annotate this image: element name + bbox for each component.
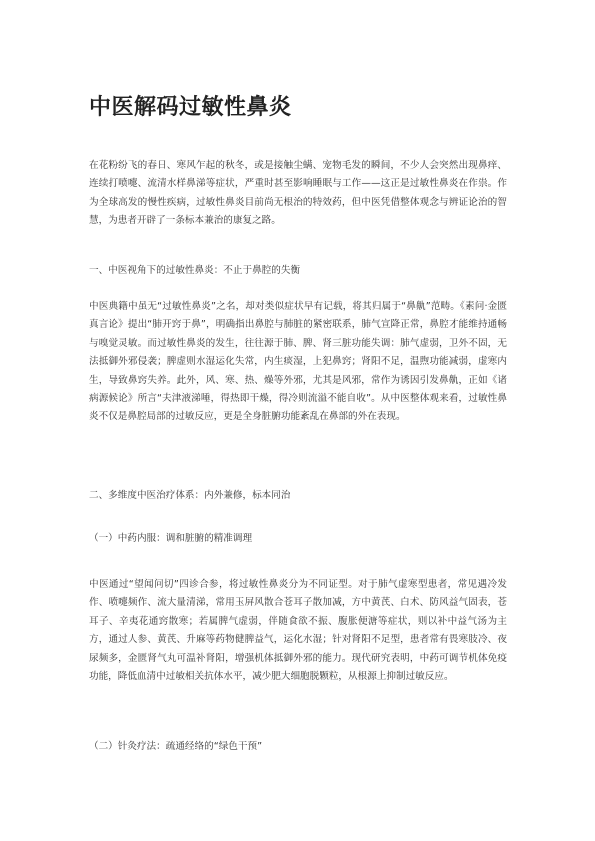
section-heading-2: 二、多维度中医治疗体系：内外兼修，标本同治 xyxy=(89,490,291,501)
intro-paragraph: 在花粉纷飞的春日、寒风乍起的秋冬，或是接触尘螨、宠物毛发的瞬间，不少人会突然出现鼻痒、连续打喷嚏、流清水样鼻涕等症状，严重时甚至影响睡眠与工作——这正是过敏性鼻炎在作祟。作为全球高发的慢性疾病，过敏性鼻炎目前尚无根治的特效药，但中医凭借整体观念与辨证论治的智慧，为患者开辟了一条标本兼治的康复之路。 xyxy=(89,160,507,227)
subsection-heading-1: （一）中药内服：调和脏腑的精准调理 xyxy=(89,533,253,544)
subsection-heading-2: （二）针灸疗法：疏通经络的“绿色干预” xyxy=(89,741,263,752)
section-heading-1: 一、中医视角下的过敏性鼻炎：不止于鼻腔的失衡 xyxy=(89,265,301,276)
subsection-paragraph-1: 中医通过“望闻问切”四诊合参，将过敏性鼻炎分为不同证型。对于肺气虚寒型患者，常见遇冷发作、喷嚏频作、流大量清涕，常用玉屏风散合苍耳子散加减，方中黄芪、白术、防风益气固表，苍耳子、辛夷花通窍散寒；若属脾气虚弱，伴随食欲不振、腹胀便溏等症状，则以补中益气汤为主方，通过人参、黄芪、升麻等药物健脾益气，运化水湿；针对肾阳不足型，患者常有畏寒肢冷、夜尿频多，金匮肾气丸可温补肾阳，增强机体抵御外邪的能力。现代研究表明，中药可调节机体免疫功能，降低血清中过敏相关抗体水平，减少肥大细胞脱颗粒，从根源上抑制过敏反应。 xyxy=(89,579,507,683)
article-title: 中医解码过敏性鼻炎 xyxy=(89,95,292,120)
section-paragraph-1: 中医典籍中虽无“过敏性鼻炎”之名，却对类似症状早有记载，将其归属于“鼻鼽”范畴。《素问·金匮真言论》提出“肺开窍于鼻”，明确指出鼻腔与肺脏的紧密联系，肺气宣降正常，鼻腔才能维持通畅与嗅觉灵敏。而过敏性鼻炎的发生，往往源于肺、脾、肾三脏功能失调：肺气虚弱，卫外不固，无法抵御外邪侵袭；脾虚则水湿运化失常，内生痰湿，上犯鼻窍；肾阳不足，温煦功能减弱，虚寒内生，导致鼻窍失养。此外，风、寒、热、燥等外邪，尤其是风邪，常作为诱因引发鼻鼽，正如《诸病源候论》所言“夫津液涕唾，得热即干燥，得冷则流溢不能自收”。从中医整体观来看，过敏性鼻炎不仅是鼻腔局部的过敏反应，更是全身脏腑功能紊乱在鼻部的外在表现。 xyxy=(89,301,507,423)
